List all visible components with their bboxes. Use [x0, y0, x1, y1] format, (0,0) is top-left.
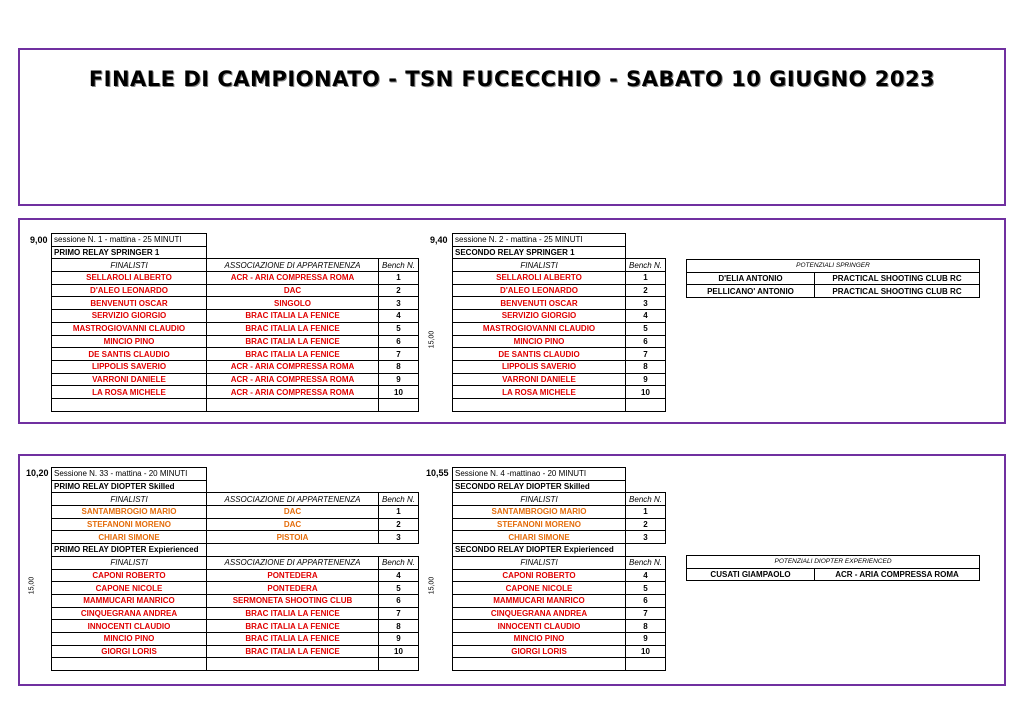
- bench-number: 9: [626, 373, 666, 386]
- potenziali-row: [687, 568, 980, 581]
- blank-cell: [207, 246, 379, 259]
- table-row: [52, 322, 419, 335]
- table-row: [52, 272, 419, 285]
- empty-cell: [453, 398, 626, 411]
- blank-cell: [207, 234, 379, 247]
- finalist-association: DAC: [207, 284, 379, 297]
- table-row: [52, 360, 419, 373]
- vertical-time-label: 15,00: [428, 330, 436, 349]
- empty-cell: [52, 658, 207, 671]
- table-row: [453, 386, 666, 399]
- bench-number: 10: [379, 645, 419, 658]
- bench-number: 8: [626, 620, 666, 633]
- table-row: [52, 348, 419, 361]
- bench-number: 9: [626, 632, 666, 645]
- empty-cell: [379, 658, 419, 671]
- bench-number: 1: [626, 272, 666, 285]
- relay-expierienced-caption: SECONDO RELAY DIOPTER Expierienced: [453, 544, 626, 557]
- bench-header: Bench N.: [626, 556, 666, 569]
- header-row: [52, 259, 419, 272]
- empty-cell: [379, 398, 419, 411]
- empty-cell: [207, 398, 379, 411]
- finalist-association: PONTEDERA: [207, 582, 379, 595]
- finalist-name: BENVENUTI OSCAR: [52, 297, 207, 310]
- bench-number: 4: [626, 569, 666, 582]
- finalist-name: DE SANTIS CLAUDIO: [453, 348, 626, 361]
- finalist-name: SERVIZIO GIORGIO: [453, 310, 626, 323]
- finalist-name: SANTAMBROGIO MARIO: [453, 506, 626, 519]
- finalisti-header: FINALISTI: [52, 259, 207, 272]
- blank-cell: [207, 468, 379, 481]
- table-row: [453, 582, 666, 595]
- potenziale-name: D'ELIA ANTONIO: [687, 272, 815, 285]
- header-row: [52, 556, 419, 569]
- bench-number: 7: [626, 348, 666, 361]
- table-row: [453, 569, 666, 582]
- bench-number: 6: [626, 594, 666, 607]
- table-row: [453, 335, 666, 348]
- empty-row: [52, 658, 419, 671]
- relay-skilled-caption-row: [52, 480, 419, 493]
- table-row: [52, 531, 419, 544]
- finalist-association: DAC: [207, 506, 379, 519]
- bench-number: 6: [379, 594, 419, 607]
- bench-number: 9: [379, 632, 419, 645]
- table-row: [52, 310, 419, 323]
- finalist-name: MASTROGIOVANNI CLAUDIO: [52, 322, 207, 335]
- finalist-name: BENVENUTI OSCAR: [453, 297, 626, 310]
- table-row: [453, 645, 666, 658]
- table-row: [453, 632, 666, 645]
- blank-cell: [207, 544, 379, 557]
- session-caption-row: [52, 468, 419, 481]
- session-2-time: 9,40: [430, 235, 448, 245]
- header-row: [453, 259, 666, 272]
- table-row: [52, 297, 419, 310]
- session-1-time: 9,00: [30, 235, 48, 245]
- potenziale-association: PRACTICAL SHOOTING CLUB RC: [815, 272, 980, 285]
- finalist-name: GIORGI LORIS: [453, 645, 626, 658]
- bench-number: 2: [626, 284, 666, 297]
- bench-number: 6: [626, 335, 666, 348]
- table-row: [453, 506, 666, 519]
- table-row: [52, 582, 419, 595]
- header-row: [453, 556, 666, 569]
- table-row: [453, 594, 666, 607]
- finalist-name: GIORGI LORIS: [52, 645, 207, 658]
- blank-cell: [379, 468, 419, 481]
- table-row: [453, 360, 666, 373]
- table-row: [52, 594, 419, 607]
- bench-header: Bench N.: [379, 493, 419, 506]
- finalist-association: PISTOIA: [207, 531, 379, 544]
- relay-caption: PRIMO RELAY SPRINGER 1: [52, 246, 207, 259]
- session-4-time: 10,55: [426, 468, 449, 478]
- potenziali-header-row: [687, 556, 980, 569]
- bench-number: 1: [379, 506, 419, 519]
- finalist-name: CINQUEGRANA ANDREA: [453, 607, 626, 620]
- finalist-name: MINCIO PINO: [52, 632, 207, 645]
- bench-number: 10: [626, 386, 666, 399]
- associazione-header: ASSOCIAZIONE DI APPARTENENZA: [207, 556, 379, 569]
- session-caption-row: [52, 234, 419, 247]
- table-row: [453, 322, 666, 335]
- blank-cell: [379, 234, 419, 247]
- table-row: [52, 284, 419, 297]
- table-row: [52, 386, 419, 399]
- finalist-name: DE SANTIS CLAUDIO: [52, 348, 207, 361]
- blank-cell: [626, 480, 666, 493]
- finalist-name: LIPPOLIS SAVERIO: [52, 360, 207, 373]
- header-row: [453, 493, 666, 506]
- finalist-name: CAPONI ROBERTO: [453, 569, 626, 582]
- finalist-name: SELLAROLI ALBERTO: [52, 272, 207, 285]
- blank-cell: [626, 468, 666, 481]
- table-row: [52, 620, 419, 633]
- finalist-association: ACR - ARIA COMPRESSA ROMA: [207, 373, 379, 386]
- blank-cell: [379, 246, 419, 259]
- bench-header: Bench N.: [379, 556, 419, 569]
- empty-cell: [52, 398, 207, 411]
- finalist-association: BRAC ITALIA LA FENICE: [207, 335, 379, 348]
- potenziali-header: POTENZIALI DIOPTER EXPERIENCED: [687, 556, 980, 569]
- table-row: [453, 272, 666, 285]
- table-row: [453, 310, 666, 323]
- finalist-name: MINCIO PINO: [453, 632, 626, 645]
- bench-number: 10: [379, 386, 419, 399]
- bench-number: 4: [379, 569, 419, 582]
- bench-number: 3: [379, 531, 419, 544]
- finalist-name: CHIARI SIMONE: [453, 531, 626, 544]
- relay-caption: SECONDO RELAY SPRINGER 1: [453, 246, 626, 259]
- session-4-table: [452, 467, 666, 671]
- finalist-association: PONTEDERA: [207, 569, 379, 582]
- finalist-name: STEFANONI MORENO: [52, 518, 207, 531]
- finalist-name: STEFANONI MORENO: [453, 518, 626, 531]
- bench-number: 7: [379, 348, 419, 361]
- bench-number: 8: [379, 620, 419, 633]
- bench-number: 6: [379, 335, 419, 348]
- session-2-table: [452, 233, 666, 412]
- finalist-association: BRAC ITALIA LA FENICE: [207, 620, 379, 633]
- relay-expierienced-caption: PRIMO RELAY DIOPTER Expierienced: [52, 544, 207, 557]
- finalist-name: VARRONI DANIELE: [52, 373, 207, 386]
- finalist-name: VARRONI DANIELE: [453, 373, 626, 386]
- finalisti-header: FINALISTI: [52, 556, 207, 569]
- finalist-name: MINCIO PINO: [453, 335, 626, 348]
- finalist-association: ACR - ARIA COMPRESSA ROMA: [207, 272, 379, 285]
- table-row: [453, 297, 666, 310]
- finalist-name: D'ALEO LEONARDO: [453, 284, 626, 297]
- finalist-name: INNOCENTI CLAUDIO: [453, 620, 626, 633]
- potenziali-header-row: [687, 260, 980, 273]
- bench-number: 5: [626, 582, 666, 595]
- finalist-name: CAPONI ROBERTO: [52, 569, 207, 582]
- bench-number: 2: [626, 518, 666, 531]
- bench-header: Bench N.: [379, 259, 419, 272]
- blank-cell: [379, 544, 419, 557]
- table-row: [52, 645, 419, 658]
- session-caption-row: [453, 468, 666, 481]
- finalist-association: ACR - ARIA COMPRESSA ROMA: [207, 360, 379, 373]
- page-title: FINALE DI CAMPIONATO - TSN FUCECCHIO - SABATO 10 GIUGNO 2023: [88, 67, 936, 91]
- finalist-association: BRAC ITALIA LA FENICE: [207, 322, 379, 335]
- relay-caption-row: [52, 246, 419, 259]
- finalisti-header: FINALISTI: [453, 259, 626, 272]
- blank-cell: [626, 544, 666, 557]
- associazione-header: ASSOCIAZIONE DI APPARTENENZA: [207, 493, 379, 506]
- empty-row: [453, 658, 666, 671]
- vertical-time-label-left: 15,00: [28, 576, 36, 595]
- finalist-association: DAC: [207, 518, 379, 531]
- relay-caption-row: [453, 246, 666, 259]
- bench-number: 5: [379, 582, 419, 595]
- finalisti-header: FINALISTI: [52, 493, 207, 506]
- relay-expierienced-caption-row: [453, 544, 666, 557]
- table-row: [453, 531, 666, 544]
- bench-header: Bench N.: [626, 259, 666, 272]
- bench-number: 3: [626, 297, 666, 310]
- table-row: [453, 518, 666, 531]
- finalist-name: LA ROSA MICHELE: [52, 386, 207, 399]
- empty-cell: [207, 658, 379, 671]
- bench-number: 5: [626, 322, 666, 335]
- bench-number: 1: [626, 506, 666, 519]
- finalist-name: MAMMUCARI MANRICO: [52, 594, 207, 607]
- relay-expierienced-caption-row: [52, 544, 419, 557]
- bench-number: 4: [379, 310, 419, 323]
- relay-skilled-caption-row: [453, 480, 666, 493]
- table-row: [453, 607, 666, 620]
- potenziale-association: ACR - ARIA COMPRESSA ROMA: [815, 568, 980, 581]
- empty-cell: [626, 658, 666, 671]
- bench-number: 4: [626, 310, 666, 323]
- blank-cell: [626, 246, 666, 259]
- finalist-name: INNOCENTI CLAUDIO: [52, 620, 207, 633]
- bench-number: 5: [379, 322, 419, 335]
- vertical-time-label-right: 15,00: [428, 576, 436, 595]
- table-row: [52, 607, 419, 620]
- finalist-name: SELLAROLI ALBERTO: [453, 272, 626, 285]
- table-row: [52, 518, 419, 531]
- finalist-association: SERMONETA SHOOTING CLUB: [207, 594, 379, 607]
- bench-number: 3: [626, 531, 666, 544]
- relay-skilled-caption: SECONDO RELAY DIOPTER Skilled: [453, 480, 626, 493]
- session-33-table: [51, 467, 419, 671]
- session-caption: Sessione N. 4 -mattinao - 20 MINUTI: [453, 468, 626, 481]
- blank-cell: [379, 480, 419, 493]
- session-33-time: 10,20: [26, 468, 49, 478]
- table-row: [52, 335, 419, 348]
- bench-number: 9: [379, 373, 419, 386]
- finalist-name: CHIARI SIMONE: [52, 531, 207, 544]
- finalist-name: D'ALEO LEONARDO: [52, 284, 207, 297]
- bench-number: 2: [379, 284, 419, 297]
- finalisti-header: FINALISTI: [453, 556, 626, 569]
- bench-number: 8: [626, 360, 666, 373]
- finalist-association: BRAC ITALIA LA FENICE: [207, 348, 379, 361]
- potenziale-association: PRACTICAL SHOOTING CLUB RC: [815, 285, 980, 298]
- bench-number: 3: [379, 297, 419, 310]
- empty-row: [52, 398, 419, 411]
- table-row: [453, 284, 666, 297]
- finalist-name: MASTROGIOVANNI CLAUDIO: [453, 322, 626, 335]
- finalist-name: SANTAMBROGIO MARIO: [52, 506, 207, 519]
- table-row: [453, 373, 666, 386]
- potenziali-header: POTENZIALI SPRINGER: [687, 260, 980, 273]
- finalist-association: BRAC ITALIA LA FENICE: [207, 607, 379, 620]
- relay-skilled-caption: PRIMO RELAY DIOPTER Skilled: [52, 480, 207, 493]
- session-1-table: [51, 233, 419, 412]
- finalist-name: CINQUEGRANA ANDREA: [52, 607, 207, 620]
- finalist-name: LA ROSA MICHELE: [453, 386, 626, 399]
- finalist-association: BRAC ITALIA LA FENICE: [207, 645, 379, 658]
- potenziali-row: [687, 272, 980, 285]
- finalist-name: LIPPOLIS SAVERIO: [453, 360, 626, 373]
- blank-cell: [207, 480, 379, 493]
- empty-cell: [626, 398, 666, 411]
- empty-row: [453, 398, 666, 411]
- bench-number: 1: [379, 272, 419, 285]
- table-row: [52, 506, 419, 519]
- finalist-name: CAPONE NICOLE: [453, 582, 626, 595]
- bench-number: 2: [379, 518, 419, 531]
- finalisti-header: FINALISTI: [453, 493, 626, 506]
- table-row: [453, 348, 666, 361]
- finalist-name: MAMMUCARI MANRICO: [453, 594, 626, 607]
- session-caption: sessione N. 2 - mattina - 25 MINUTI: [453, 234, 626, 247]
- finalist-name: MINCIO PINO: [52, 335, 207, 348]
- finalist-association: ACR - ARIA COMPRESSA ROMA: [207, 386, 379, 399]
- potenziale-name: PELLICANO' ANTONIO: [687, 285, 815, 298]
- finalist-association: SINGOLO: [207, 297, 379, 310]
- bench-number: 7: [379, 607, 419, 620]
- potenziale-name: CUSATI GIAMPAOLO: [687, 568, 815, 581]
- session-caption: Sessione N. 33 - mattina - 20 MINUTI: [52, 468, 207, 481]
- bench-number: 10: [626, 645, 666, 658]
- bench-number: 7: [626, 607, 666, 620]
- potenziali-row: [687, 285, 980, 298]
- session-caption-row: [453, 234, 666, 247]
- bench-header: Bench N.: [626, 493, 666, 506]
- potenziali-springer-table: [686, 259, 980, 298]
- session-caption: sessione N. 1 - mattina - 25 MINUTI: [52, 234, 207, 247]
- finalist-association: BRAC ITALIA LA FENICE: [207, 310, 379, 323]
- header-row: [52, 493, 419, 506]
- finalist-association: BRAC ITALIA LA FENICE: [207, 632, 379, 645]
- table-row: [453, 620, 666, 633]
- bench-number: 8: [379, 360, 419, 373]
- associazione-header: ASSOCIAZIONE DI APPARTENENZA: [207, 259, 379, 272]
- table-row: [52, 373, 419, 386]
- table-row: [52, 569, 419, 582]
- finalist-name: SERVIZIO GIORGIO: [52, 310, 207, 323]
- empty-cell: [453, 658, 626, 671]
- finalist-name: CAPONE NICOLE: [52, 582, 207, 595]
- table-row: [52, 632, 419, 645]
- potenziali-diopter-table: [686, 555, 980, 581]
- blank-cell: [626, 234, 666, 247]
